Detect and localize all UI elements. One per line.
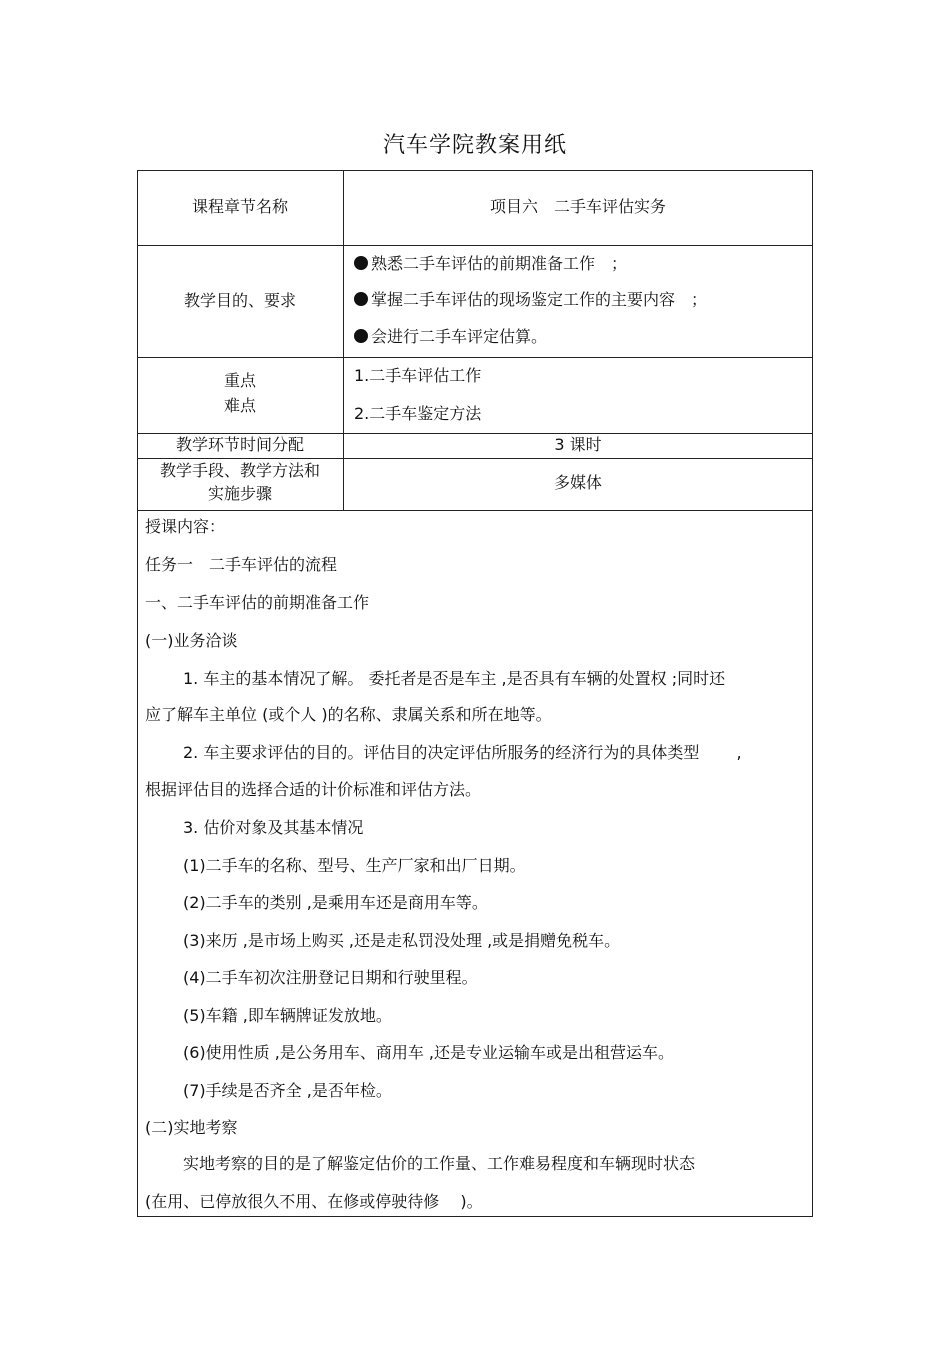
methods-label-cont: 实施步骤 [207, 484, 272, 503]
subsection-heading: (一)业务洽谈 [145, 631, 238, 650]
row-divider-methods [137, 510, 813, 511]
list-item: (1)二手车的名称、型号、生产厂家和出厂日期。 [183, 856, 526, 875]
list-item: (4)二手车初次注册登记日期和行驶里程。 [183, 968, 478, 987]
paragraph-line: 应了解车主单位 (或个人 )的名称、隶属关系和所在地等。 [145, 705, 552, 724]
task-heading: 任务一 二手车评估的流程 [145, 555, 338, 574]
bullet-icon [354, 256, 368, 270]
section-heading: 一、二手车评估的前期准备工作 [145, 593, 370, 612]
time-value: 3 课时 [554, 435, 602, 454]
paragraph-line: 根据评估目的选择合适的计价标准和评估方法。 [145, 780, 482, 799]
page-title: 汽车学院教案用纸 [382, 133, 567, 158]
paragraph-line: 2. 车主要求评估的目的。评估目的决定评估所服务的经济行为的具体类型 , [183, 743, 742, 762]
key-point-label: 重点 [223, 371, 256, 390]
objective-item: 掌握二手车评估的现场鉴定工作的主要内容 ； [354, 289, 707, 311]
methods-value: 多媒体 [553, 473, 602, 492]
row-divider-chapter [137, 245, 813, 246]
chapter-value: 项目六 二手车评估实务 [489, 197, 666, 216]
key-point-item: 1.二手车评估工作 [354, 366, 482, 385]
list-item: (5)车籍 ,即车辆牌证发放地。 [183, 1006, 392, 1025]
subsection-heading: (二)实地考察 [145, 1118, 238, 1137]
objective-item: 熟悉二手车评估的前期准备工作 ； [354, 253, 627, 275]
objective-item: 会进行二手车评定估算。 [354, 326, 547, 348]
list-item: (2)二手车的类别 ,是乘用车还是商用车等。 [183, 893, 488, 912]
list-item: (3)来历 ,是市场上购买 ,还是走私罚没处理 ,或是捐赠免税车。 [183, 931, 621, 950]
list-item: (6)使用性质 ,是公务用车、商用车 ,还是专业运输车或是出租营运车。 [183, 1043, 675, 1062]
time-label: 教学环节时间分配 [175, 435, 304, 454]
paragraph-line: 实地考察的目的是了解鉴定估价的工作量、工作难易程度和车辆现时状态 [183, 1154, 696, 1173]
paragraph-line: (在用、已停放很久不用、在修或停驶待修 )。 [145, 1192, 483, 1211]
paragraph-line: 1. 车主的基本情况了解。 委托者是否是车主 ,是否具有车辆的处置权 ;同时还 [183, 669, 726, 688]
bullet-icon [354, 329, 368, 343]
content-heading: 授课内容： [145, 517, 226, 536]
objectives-label: 教学目的、要求 [183, 291, 296, 310]
chapter-label: 课程章节名称 [191, 197, 288, 216]
key-point-item: 2.二手车鉴定方法 [354, 404, 482, 423]
bullet-icon [354, 292, 368, 306]
list-item: (7)手续是否齐全 ,是否年检。 [183, 1081, 392, 1100]
column-divider [343, 170, 344, 510]
row-divider-time [137, 458, 813, 459]
paragraph-line: 3. 估价对象及其基本情况 [183, 818, 364, 837]
difficulty-label: 难点 [223, 396, 256, 415]
row-divider-objectives [137, 357, 813, 358]
methods-label: 教学手段、教学方法和 [159, 461, 320, 480]
